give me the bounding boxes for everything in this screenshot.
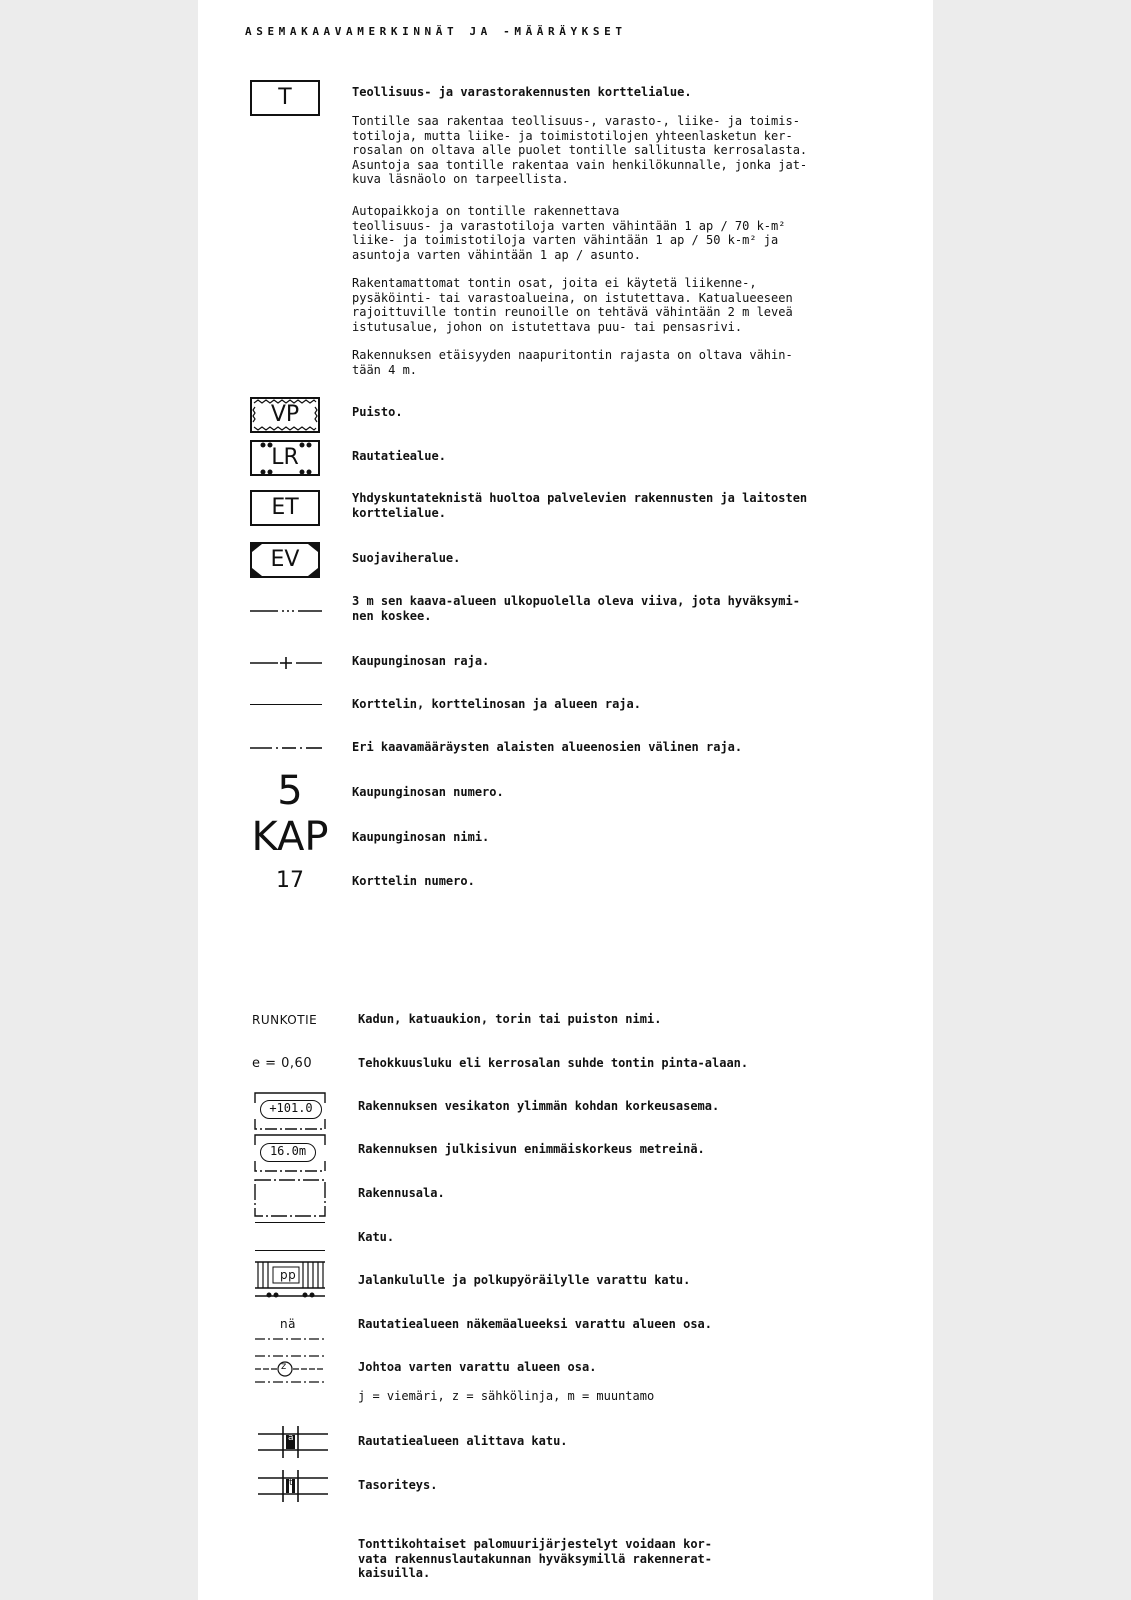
sub-border-description: Eri kaavamääräysten alaisten alueenosien välinen raja.	[352, 740, 743, 754]
district-border-description: Kaupunginosan raja.	[352, 654, 490, 668]
building-area-symbol	[255, 1180, 327, 1216]
footer-note: Tonttikohtaiset palomuurijärjestelyt voidaan kor- vata rakennuslautakunnan hyväksymillä rakennerat- kaisuilla.	[358, 1537, 713, 1580]
district-name-symbol: KAP	[251, 814, 329, 860]
line-3m-symbol	[250, 606, 330, 616]
et-description: Yhdyskuntateknistä huoltoa palvelevien rakennusten ja laitosten korttelialue.	[352, 491, 808, 520]
t-paragraph-3: Rakentamattomat tontin osat, joita ei käytetä liikenne-, pysäköinti- tai varastoalueina, on istutettava. Katualueeseen rajoittuville tontin reunoille on tehtävä vähintään 2 m leveä istutusalue, johon on istutettava puu- tai pensasrivi.	[352, 276, 793, 334]
utility-symbol	[255, 1354, 327, 1386]
symbol-et-box: ET	[250, 490, 320, 526]
block-number-description: Korttelin numero.	[352, 874, 475, 888]
district-number-symbol: 5	[277, 768, 303, 814]
district-border-symbol	[250, 656, 330, 670]
elevation-symbol: +101.0	[260, 1100, 322, 1119]
lr-description: Rautatiealue.	[352, 449, 446, 463]
block-border-symbol	[250, 704, 322, 705]
street-description: Katu.	[358, 1230, 395, 1244]
height-description: Rakennuksen julkisivun enimmäiskorkeus metreinä.	[358, 1142, 705, 1156]
ped-street-label: pp	[280, 1268, 297, 1282]
symbol-ev-box	[250, 542, 320, 578]
t-paragraph-4: Rakennuksen etäisyyden naapuritontin rajasta on oltava vähin- tään 4 m.	[352, 348, 793, 377]
street-symbol-top	[255, 1222, 325, 1223]
vp-description: Puisto.	[352, 405, 403, 419]
street-name-description: Kadun, katuaukion, torin tai puiston nimi.	[358, 1012, 662, 1026]
district-name-description: Kaupunginosan nimi.	[352, 830, 490, 844]
utility-z-label: z	[281, 1361, 287, 1372]
visibility-line	[255, 1336, 327, 1342]
district-number-description: Kaupunginosan numero.	[352, 785, 504, 799]
efficiency-symbol: e = 0,60	[252, 1056, 313, 1071]
crossing-symbol	[258, 1468, 330, 1504]
efficiency-description: Tehokkuusluku eli kerrosalan suhde tontin pinta-alaan.	[358, 1056, 749, 1070]
crossing-description: Tasoriteys.	[358, 1478, 438, 1492]
street-symbol-bottom	[255, 1250, 325, 1251]
visibility-description: Rautatiealueen näkemäalueeksi varattu alueen osa.	[358, 1317, 713, 1331]
lr-label: LR	[271, 445, 299, 470]
page-title: ASEMAKAAVAMERKINNÄT JA -MÄÄRÄYKSET	[245, 25, 627, 38]
symbol-vp-park	[250, 397, 320, 433]
crossing-label: t	[289, 1478, 294, 1488]
ev-label: EV	[270, 547, 300, 572]
ev-description: Suojaviheralue.	[352, 551, 461, 565]
utility-key: j = viemäri, z = sähkölinja, m = muuntamo	[358, 1389, 655, 1403]
utility-description: Johtoa varten varattu alueen osa.	[358, 1360, 597, 1374]
elevation-description: Rakennuksen vesikaton ylimmän kohdan korkeusasema.	[358, 1099, 720, 1113]
ped-street-description: Jalankululle ja polkupyöräilylle varattu katu.	[358, 1273, 691, 1287]
t-paragraph-2: Autopaikkoja on tontille rakennettava teollisuus- ja varastotiloja varten vähintään 1 ap / 70 k-m² liike- ja toimistotiloja varten vähintään 1 ap / 50 k-m² ja asuntoja varten vähintään 1 ap / asunto.	[352, 204, 786, 262]
t-title: Teollisuus- ja varastorakennusten korttelialue.	[352, 85, 692, 99]
underpass-label: a	[288, 1433, 295, 1443]
line-3m-description: 3 m sen kaava-alueen ulkopuolella oleva viiva, jota hyväksymi- nen koskee.	[352, 594, 800, 623]
height-symbol: 16.0m	[260, 1143, 316, 1162]
symbol-t-box: T	[250, 80, 320, 116]
block-number-symbol: 17	[276, 868, 304, 893]
underpass-description: Rautatiealueen alittava katu.	[358, 1434, 568, 1448]
visibility-symbol: nä	[280, 1317, 296, 1331]
block-border-description: Korttelin, korttelinosan ja alueen raja.	[352, 697, 641, 711]
sub-border-symbol	[250, 743, 330, 753]
t-paragraph-1: Tontille saa rakentaa teollisuus-, varasto-, liike- ja toimis- totiloja, mutta liike- ja toimistotilojen yhteenlasketun ker- rosalan on oltava alle puolet tontille sallitusta kerrosalasta. Asuntoja saa tontille rakentaa vain henkilökunnalle, jonka jat- kuva läsnäolo on tarpeellista.	[352, 114, 808, 186]
symbol-lr-railway	[250, 440, 320, 476]
building-area-description: Rakennusala.	[358, 1186, 445, 1200]
street-name-symbol: RUNKOTIE	[252, 1013, 318, 1027]
vp-label: VP	[270, 402, 300, 427]
